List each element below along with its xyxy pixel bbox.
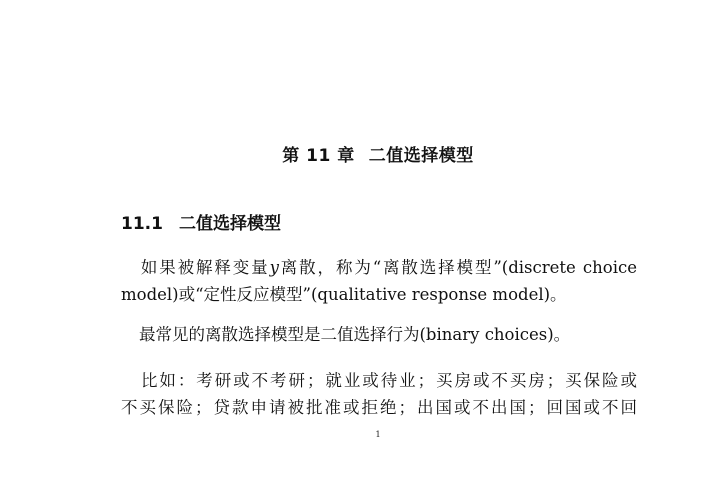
page-number: 1 bbox=[375, 430, 381, 439]
paragraph-line: model)或“定性反应模型”(qualitative response model)。 bbox=[121, 285, 567, 304]
paragraph-discrete-choice bbox=[121, 254, 637, 308]
text-run: 比如：考研或不考研；就业或待业；买房或不买房；买保险或 bbox=[139, 371, 637, 390]
paragraph-line: 不买保险；贷款申请被批准或拒绝；出国或不出国；回国或不回 bbox=[121, 398, 637, 417]
paragraph-line bbox=[121, 254, 637, 281]
text-run: 最常见的离散选择模型是二值选择行为(binary choices)。 bbox=[139, 325, 571, 344]
section-name: 二值选择模型 bbox=[178, 214, 281, 234]
chapter-title bbox=[0, 141, 702, 166]
paragraph-line bbox=[121, 321, 637, 348]
chapter-number: 第 11 章 bbox=[282, 146, 355, 166]
paragraph-line bbox=[121, 367, 637, 394]
section-number: 11.1 bbox=[121, 214, 163, 234]
chapter-name: 二值选择模型 bbox=[368, 146, 474, 166]
paragraph-examples bbox=[121, 367, 637, 421]
paragraph-binary-choice bbox=[121, 321, 637, 348]
variable-y: y bbox=[269, 258, 279, 277]
text-run: 离散，称为“离散选择模型”(discrete choice bbox=[278, 258, 638, 277]
text-run: 如果被解释变量 bbox=[139, 258, 270, 277]
section-heading bbox=[121, 209, 281, 234]
